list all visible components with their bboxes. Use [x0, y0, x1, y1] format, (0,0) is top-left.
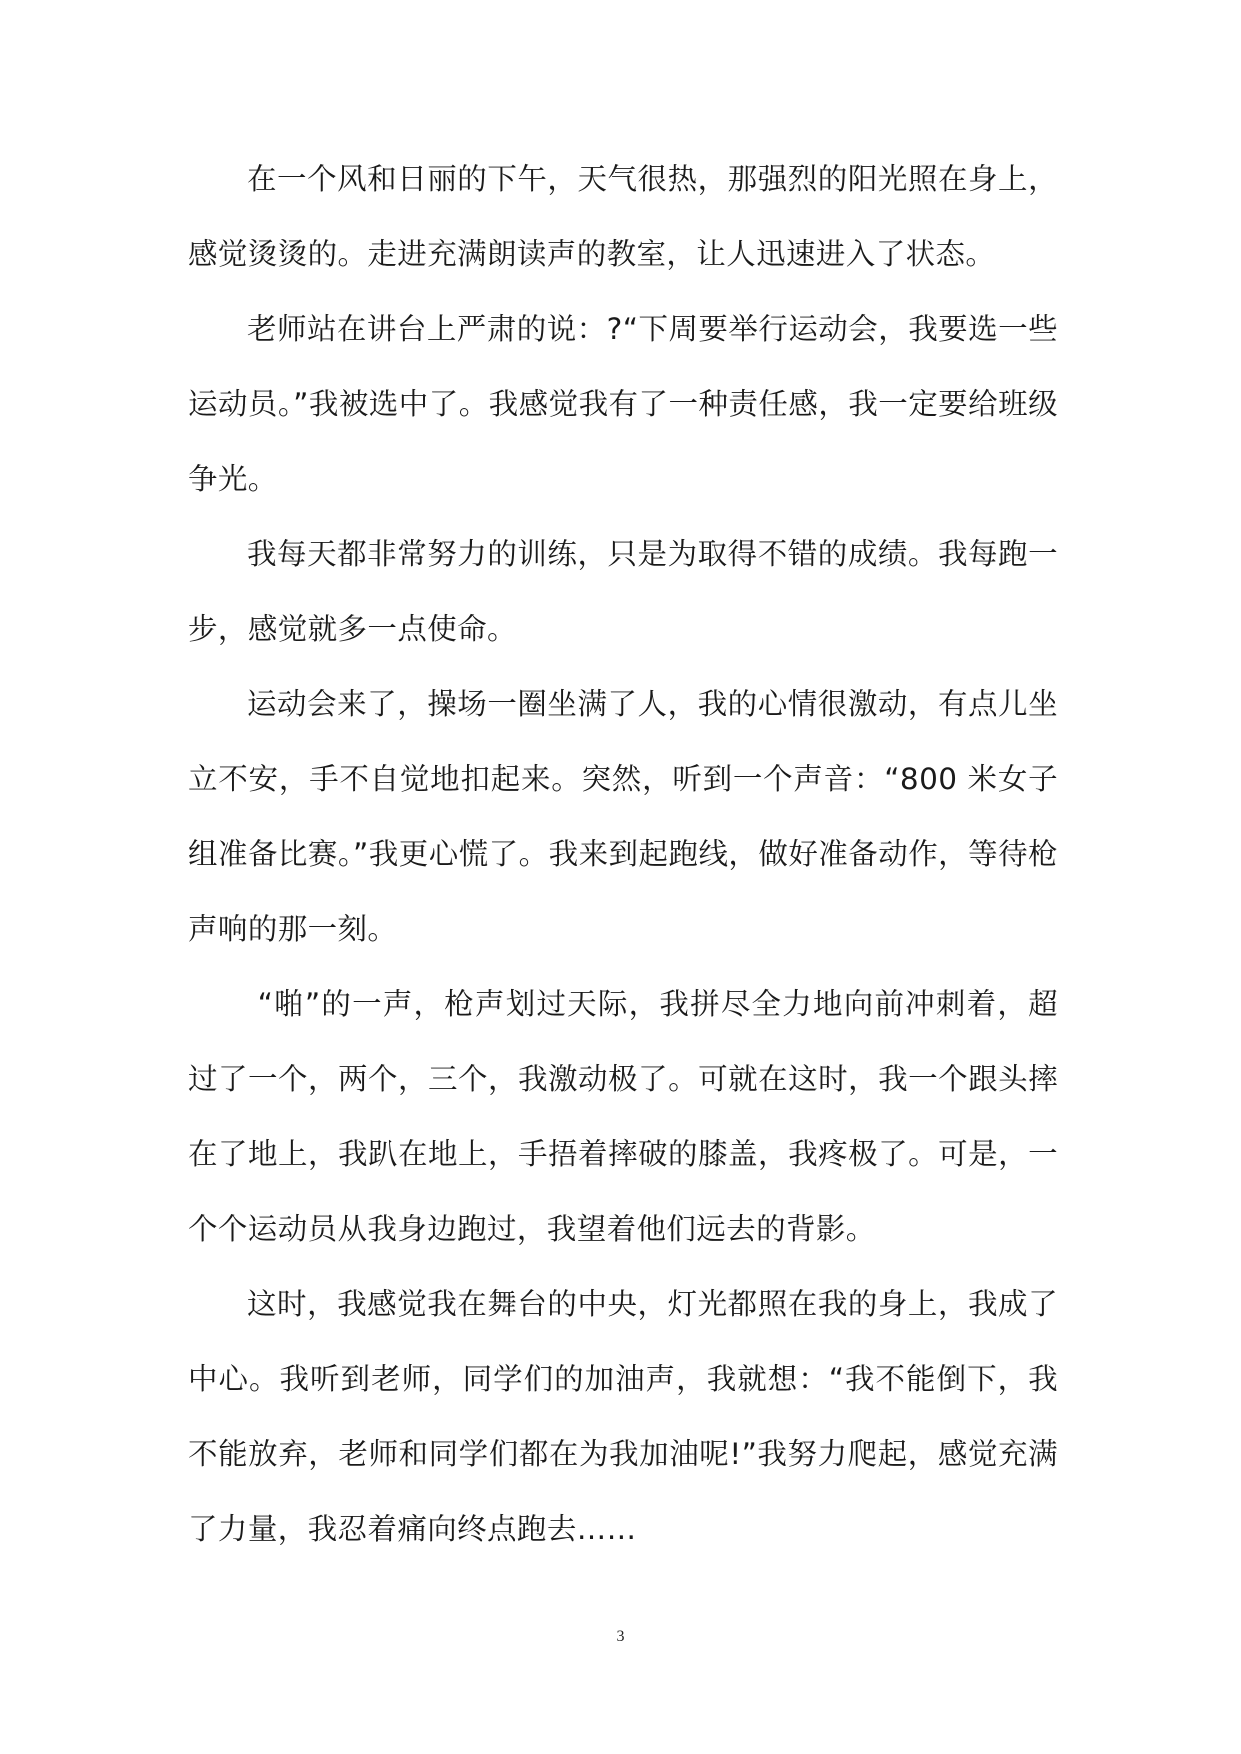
text-line: 了一个，两个，三个，我激动极了。可就在这时，我一个跟头摔在了: [188, 1062, 1059, 1171]
text-line: 运动员。”我被选中了。我感觉我有了一种责任感，我一定要给班级: [188, 387, 1058, 421]
text-line: 在一个风和日丽的下午，天气很热，那强烈的阳光照在身上，感: [188, 162, 1058, 271]
text-line: 备比赛。”我更心慌了。我来到起跑线，做好准备动作，等待枪声响: [188, 837, 1058, 946]
body-text: [188, 142, 1058, 1567]
paragraph: [188, 517, 1058, 667]
paragraph: [188, 142, 1058, 292]
text-line: 运动会来了，操场一圈坐满了人，我的心情很激动，有点儿坐立: [188, 687, 1058, 796]
text-line: 觉烫烫的。走进充满朗读声的教室，让人迅速进入了状态。: [217, 237, 996, 271]
text-line: 动员从我身边跑过，我望着他们远去的背影。: [277, 1212, 876, 1246]
text-line: 心。我听到老师，同学们的加油声，我就想：“我不能倒下，我不能: [188, 1362, 1058, 1471]
text-line: 不安，手不自觉地扣起来。突然，听到一个声音：“800 米女子组准: [188, 762, 1059, 871]
text-line: “啪”的一声，枪声划过天际，我拼尽全力地向前冲刺着，超过: [188, 987, 1058, 1096]
paragraph: [188, 1267, 1058, 1567]
text-line: 争光。: [188, 462, 278, 496]
text-line: 放弃，老师和同学们都在为我加油呢!”我努力爬起，感觉充满了力: [188, 1437, 1058, 1546]
text-line: 这时，我感觉我在舞台的中央，灯光都照在我的身上，我成了中: [188, 1287, 1058, 1396]
page-number: 3: [616, 1628, 625, 1645]
text-line: 感觉就多一点使命。: [247, 612, 517, 646]
text-line: 老师站在讲台上严肃的说：?“下周要举行运动会，我要选一些: [247, 312, 1058, 346]
paragraph: [188, 967, 1058, 1267]
paragraph: [188, 292, 1058, 517]
text-line: 我每天都非常努力的训练，只是为取得不错的成绩。我每跑一步，: [188, 537, 1058, 646]
text-line: 的那一刻。: [247, 912, 398, 946]
paragraph: [188, 667, 1058, 967]
text-line: 量，我忍着痛向终点跑去……: [247, 1512, 637, 1546]
text-line: 地上，我趴在地上，手捂着摔破的膝盖，我疼极了。可是，一个个运: [188, 1137, 1058, 1246]
